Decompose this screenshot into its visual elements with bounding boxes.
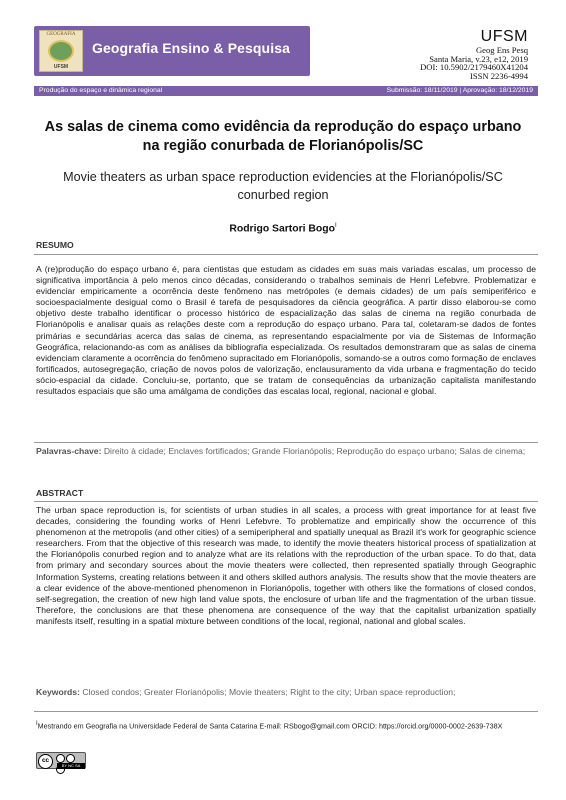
logo-bottom-text: UFSM <box>53 64 69 70</box>
resumo-bottom-rule <box>34 442 538 443</box>
doi-link[interactable]: DOI: 10.5902/2179460X41204 <box>420 62 528 73</box>
section-name: Produção do espaço e dinâmica regional <box>39 87 163 94</box>
logo-top-text: GEOGRAFIA <box>46 32 76 37</box>
resumo-heading: RESUMO <box>36 240 74 250</box>
resumo-text: A (re)produção do espaço urbano é, para cientistas que estudam as cidades em suas mais variadas escalas, um processo de significativa importância à pelo menos cinco décadas, considerando o trabalhos seminais de Henri Lefebvre. Problematizar e evidenciar empiricamente a ocorrência deste fenômeno nas metrópoles (e demais cidades) de um país semiperiférico e socioespacialmente desigual como o Brasil é tarefa de pesquisadores da ciência geográfica. A partir disso elaborou-se como objetivo deste trabalho identificar o processo histórico de espacialização das salas de cinema na região conurbada de Florianópolis e analisar quais as relações deste com a reprodução do espaço urbano. Para tal, coletaram-se dados de fontes primárias e secundárias acerca das salas de cinema, as representando espacialmente por via de Sistemas de Informação Geográfica, relacionando-as com as análises da bibliografia especializada. Os resultados demonstraram que as salas de cinema evidenciam claramente a ocorrência do fenômeno supracitado em Florianópolis, somando-se a outros como formação de enclaves fortificados, autosegregação, criação de novos polos de valorização, enclausuramento da vida urbana e fragmentação do tecido sócio-espacial da cidade. Concluiu-se, portanto, que se tratam de consequências da urbanização capitalista manifestando resultados espaciais que são uma amálgama de condições das escalas local, regional, nacional e global. <box>36 264 536 397</box>
abstract-bottom-rule <box>34 711 538 712</box>
footnote-text: Mestrando em Geografia na Universidade Federal de Santa Catarina E-mail: RSbogo@gmail.com ORCID: https://orcid.org/0000-0002-2639-738X <box>37 721 503 731</box>
volume-info: Santa Maria, v.23, e12, 2019 <box>429 53 528 64</box>
author-footnote <box>36 719 516 731</box>
cc-license-label: BY NC SA <box>57 763 85 769</box>
abstract-heading: ABSTRACT <box>36 488 84 498</box>
author-footnote-mark[interactable]: I <box>334 223 337 229</box>
section-bar <box>34 86 538 96</box>
article-subtitle: Movie theaters as urban space reproduction evidencies at the Florianópolis/SC conurbed region <box>63 170 503 202</box>
article-title: As salas de cinema como evidência da reprodução do espaço urbano na região conurbada de Florianópolis/SC <box>44 119 522 154</box>
abstract-top-rule <box>34 501 538 502</box>
palavras-chave-values: Direito à cidade; Enclaves fortificados; Grande Florianópolis; Reprodução do espaço urbano; Salas de cinema; <box>103 446 526 456</box>
resumo-top-rule <box>34 254 538 255</box>
globe-icon <box>48 40 74 62</box>
publication-info <box>420 28 528 80</box>
footnote-mark: I <box>36 721 38 727</box>
submission-dates: Submissão: 18/11/2019 | Aprovação: 18/12/2019 <box>386 87 533 94</box>
by-icon <box>56 754 65 763</box>
keywords-label: Keywords: <box>36 687 80 697</box>
nc-icon <box>66 754 75 763</box>
cc-icon: cc <box>38 754 53 769</box>
resumo-keywords <box>36 446 536 457</box>
institution-name: UFSM <box>480 28 528 45</box>
keywords-values: Closed condos; Greater Florianópolis; Movie theaters; Right to the city; Urban space reproduction; <box>82 687 456 697</box>
journal-logo-icon <box>39 30 83 72</box>
journal-name: Geografia Ensino & Pesquisa <box>92 40 290 56</box>
journal-abbrev: Geog Ens Pesq <box>475 45 528 55</box>
page-header <box>0 0 566 82</box>
issn: ISSN 2236-4994 <box>469 70 528 81</box>
author-name <box>40 223 526 234</box>
palavras-chave-label: Palavras-chave: <box>36 446 102 456</box>
abstract-keywords <box>36 687 536 698</box>
abstract-text: The urban space reproduction is, for scientists of urban studies in all scales, a process with great importance for at least five decades, considering the founding works of Henri Lefebvre. To problematize and empirically show the occurrence of this phenomenon at the metropolis (and other cities) of a semiperipheral and spatially unequal as Brazil it's work for geographic science researchers. From that the objective of this research was made, to identify the movie theaters historical process of spatialization at the Florianópolis conurbed region and to analyze what are its relations with the reproduction of the urban space. To do that, data from primary and secondary sources about the movie theaters were collected, then represented spatially through Geographic Information Systems, creating relations between it and others skilled authors analysis. The results show that the movie theaters are a clear evidence of the above-mentioned phenomenon in Florianópolis, together with others like the formations of closed condos, self-segregation, the creation of new high land value spots, the enclosure of urban life and the fragmentation of the urban tissue. Therefore, the conclusions are that these phenomena are consequence of the way that the capitalist urbanization spatially manifests itself, resulting in a spatial mixture between conditions of the local, regional, national and global scales. <box>36 505 536 626</box>
author-name-text: Rodrigo Sartori Bogo <box>229 223 335 235</box>
cc-license-badge[interactable] <box>36 752 86 769</box>
journal-banner <box>34 26 310 76</box>
